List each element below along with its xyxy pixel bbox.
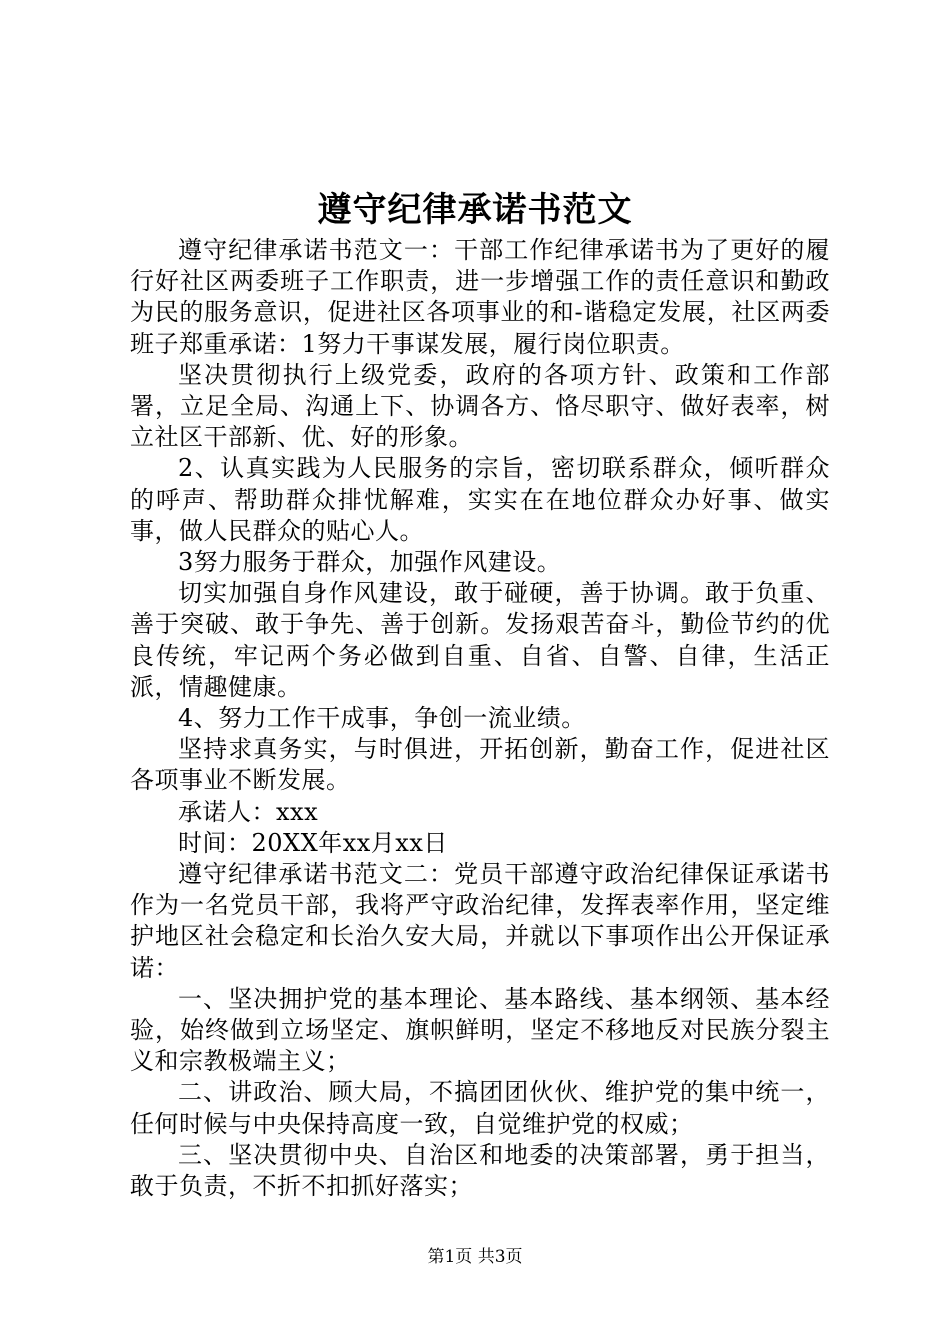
paragraph: 2、认真实践为人民服务的宗旨，密切联系群众，倾听群众的呼声、帮助群众排忧解难，实实在在地位群众办好事、做实事，做人民群众的贴心人。 (130, 454, 830, 545)
paragraph: 三、坚决贯彻中央、自治区和地委的决策部署，勇于担当，敢于负责，不折不扣抓好落实； (130, 1140, 830, 1201)
document-body (130, 235, 830, 1202)
promisor-line: 承诺人：xxx (178, 797, 319, 826)
paragraph: 坚持求真务实，与时俱进，开拓创新，勤奋工作，促进社区各项事业不断发展。 (130, 735, 830, 795)
date-line: 时间：20XX年xx月xx日 (178, 828, 448, 857)
paragraph: 切实加强自身作风建设，敢于碰硬，善于协调。敢于负重、善于突破、敢于争先、善于创新。发扬艰苦奋斗，勤俭节约的优良传统，牢记两个务必做到自重、自省、自警、自律，生活正派，情趣健康。 (130, 579, 830, 701)
page-number-footer: 第1页 共3页 (427, 1247, 523, 1267)
document-title: 遵守纪律承诺书范文 (317, 190, 633, 230)
paragraph: 遵守纪律承诺书范文二：党员干部遵守政治纪律保证承诺书作为一名党员干部，我将严守政治纪律，发挥表率作用，坚定维护地区社会稳定和长治久安大局，并就以下事项作出公开保证承诺： (130, 860, 830, 982)
paragraph: 遵守纪律承诺书范文一：干部工作纪律承诺书为了更好的履行好社区两委班子工作职责，进一步增强工作的责任意识和勤政为民的服务意识，促进社区各项事业的和-谐稳定发展，社区两委班子郑重承诺：1努力干事谋发展，履行岗位职责。 (130, 236, 830, 358)
paragraph: 坚决贯彻执行上级党委，政府的各项方针、政策和工作部署，立足全局、沟通上下、协调各方、恪尽职守、做好表率，树立社区干部新、优、好的形象。 (130, 360, 830, 452)
paragraph: 3努力服务于群众，加强作风建设。 (178, 548, 562, 577)
paragraph: 一、坚决拥护党的基本理论、基本路线、基本纲领、基本经验，始终做到立场坚定、旗帜鲜明，坚定不移地反对民族分裂主义和宗教极端主义； (130, 984, 830, 1076)
paragraph: 4、努力工作干成事，争创一流业绩。 (178, 704, 586, 733)
paragraph: 二、讲政治、顾大局，不搞团团伙伙、维护党的集中统一，任何时候与中央保持高度一致，自觉维护党的权威； (130, 1078, 830, 1138)
